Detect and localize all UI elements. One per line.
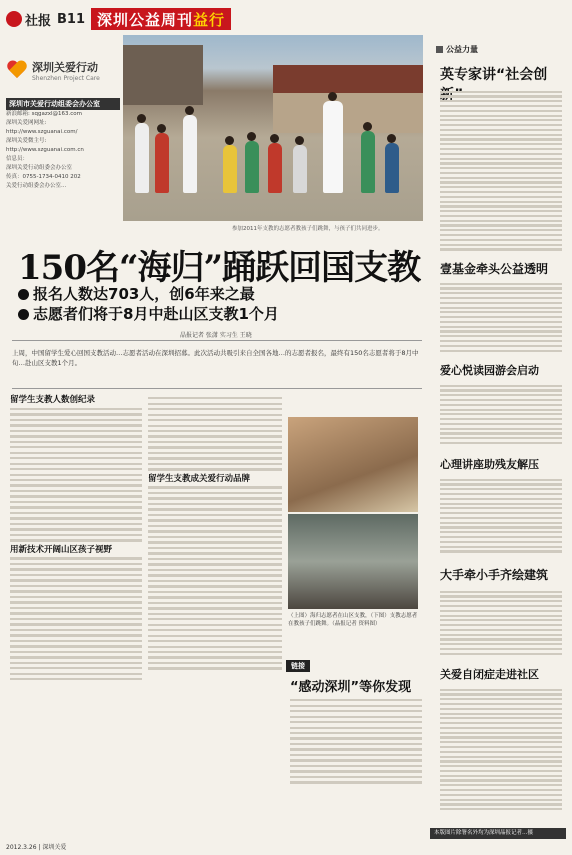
section-subtitle: 益行 — [193, 10, 226, 29]
org-line: 深圳关爱微主号: — [6, 138, 47, 144]
org-line: http://www.szguanai.com.cn — [6, 147, 84, 153]
folio: 2012.3.26 | 深圳关爱 — [6, 844, 67, 851]
org-info-box — [6, 36, 120, 224]
page-number: B11 — [57, 11, 86, 27]
bullet-icon — [18, 289, 29, 300]
bullet-icon — [18, 309, 29, 320]
masthead — [6, 6, 426, 32]
section-title: 深圳公益周刊 — [97, 10, 194, 29]
org-logo — [6, 52, 120, 88]
subhead-2 — [18, 303, 279, 324]
org-line: 传真：0755-1734-0410 202 — [6, 174, 81, 180]
inset-photo-top — [288, 417, 418, 512]
org-line: 深圳关爱行动组委会办公室 — [6, 165, 73, 171]
news-brief-body — [440, 686, 562, 822]
subhead-text: 志愿者们将于8月中赴山区支教1个月 — [33, 305, 279, 323]
section-heading: 用新技术开阔山区孩子视野 — [10, 544, 113, 555]
article-column — [10, 392, 142, 832]
section-banner — [91, 8, 231, 30]
org-line: 深圳关爱网网址: — [6, 120, 47, 126]
right-column — [430, 36, 566, 836]
divider — [12, 340, 422, 341]
org-box-title: 深圳市关爱行动组委会办公室 — [6, 98, 120, 110]
divider — [12, 388, 422, 389]
org-line: http://www.szguanai.com/ — [6, 129, 78, 135]
inset-photo-bottom — [288, 514, 418, 609]
headline: 150名“海归”踊跃回国支教 — [18, 248, 421, 288]
heart-logo-icon — [6, 59, 28, 81]
news-brief-body — [440, 280, 562, 358]
section-heading: 留学生支教成关爱行动品牌 — [148, 473, 251, 484]
section-heading: 留学生支教人数创纪录 — [10, 395, 96, 405]
news-brief-title: 爱心悦读园游会启动 — [440, 364, 539, 377]
org-name-en: Shenzhen Project Care — [32, 74, 100, 82]
paper-logo-icon — [6, 11, 22, 27]
subhead-text: 报名人数达703人，创6年来之最 — [33, 285, 255, 303]
org-line: 新浪邮箱: sqgazxl@163.com — [6, 111, 82, 117]
news-brief-title: 英专家讲“社会创 — [440, 67, 548, 83]
news-brief-title: 心理讲座助残友解压 — [440, 458, 539, 471]
right-column-label: 公益力量 — [436, 44, 478, 55]
photo-caption: 参加2011年支教的志愿者教孩子们跳舞，与孩子们共同进步。 — [232, 226, 384, 232]
sidebar-heading: “感动深圳”等你发现 — [290, 680, 412, 695]
lead-photo — [123, 35, 423, 221]
byline: 晶报记者 张潇 实习生 王晓 — [180, 332, 252, 339]
news-brief-title: 壹基金牵头公益透明 — [440, 262, 549, 276]
link-tag: 链接 — [286, 660, 310, 672]
sidebar-column — [290, 696, 422, 836]
lead-paragraph: 上周，中国留学生爱心回国支教活动…志愿者活动在深圳招募。此次活动共吸引来自全国各地…的志愿者报名，最终有150名志愿者将于8月中旬…赴山区支教1个月。 — [12, 349, 419, 367]
subhead-1 — [18, 283, 255, 304]
news-brief-body — [440, 476, 562, 562]
news-brief-body — [440, 88, 562, 256]
org-line: 关爱行动组委会办公室... — [6, 183, 67, 189]
org-name-cn: 深圳关爱行动 — [32, 60, 98, 74]
paper-name: 社报 — [25, 13, 52, 29]
news-brief-body — [440, 588, 562, 662]
news-brief-body — [440, 382, 562, 452]
article-column — [148, 394, 282, 834]
org-line: 信息员： — [6, 156, 29, 162]
news-brief-title: 关爱自闭症走进社区 — [440, 668, 539, 681]
inset-photo-caption: （上图）海归志愿者在山区支教，（下图）支教志愿者在教孩子们跳舞。（晶报记者 资料图） — [288, 613, 418, 627]
news-brief-title: 大手牵小手齐绘建筑 — [440, 568, 549, 582]
credits-box: 本版图片除署名外均为深圳晶报记者…摄 — [430, 828, 566, 839]
